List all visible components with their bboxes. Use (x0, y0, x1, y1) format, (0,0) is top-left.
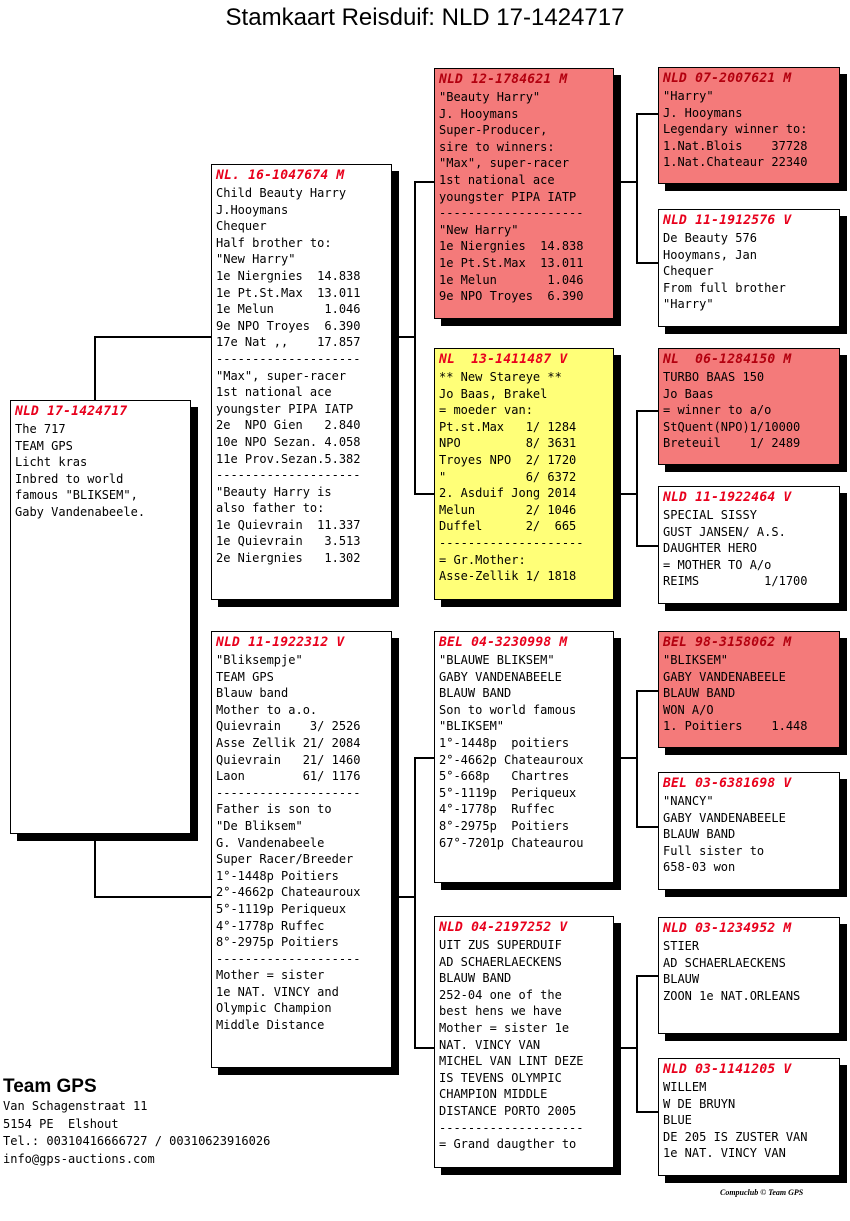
pedigree-line: -------------------- (216, 951, 361, 966)
connector-sire-parents (392, 336, 415, 338)
pedigree-line: 252-04 one of the (439, 987, 562, 1002)
pedigree-line: J.Hooymans (216, 202, 289, 217)
page-title: Stamkaart Reisduif: NLD 17-1424717 (225, 4, 625, 31)
pedigree-line: Father is son to (216, 802, 332, 817)
pedigree-line: MICHEL VAN LINT DEZE (439, 1054, 584, 1069)
pedigree-line: NPO 8/ 3631 (439, 436, 577, 451)
pedigree-box-dsd (658, 772, 840, 890)
pedigree-line: Mother = sister (216, 968, 325, 983)
pedigree-line: 1.Nat.Blois 37728 (663, 138, 808, 153)
pedigree-line: IS TEVENS OLYMPIC (439, 1070, 562, 1085)
pedigree-line: GABY VANDENABEELE (439, 669, 562, 684)
pedigree-line: 1.Nat.Chateaur 22340 (663, 155, 808, 170)
pedigree-line: 4°-1778p Ruffec (439, 802, 555, 817)
owner-phone: Tel.: 00310416666727 / 00310623916026 (3, 1134, 271, 1148)
pedigree-line: 8°-2975p Poitiers (216, 935, 339, 950)
pedigree-line: "NANCY" (663, 794, 714, 808)
pedigree-line: = MOTHER TO A/o (663, 557, 772, 572)
pedigree-line: BLUE (663, 1113, 692, 1128)
pedigree-box-main (10, 400, 191, 834)
pedigree-line: 2°-4662p Chateauroux (216, 885, 361, 900)
pedigree-line: Middle Distance (216, 1018, 325, 1033)
pedigree-line: 1st national ace (439, 172, 555, 187)
connector-dd-parents (614, 1047, 637, 1049)
pedigree-line: AD SCHAERLAECKENS (663, 955, 786, 970)
pedigree-line: "De Bliksem" (216, 818, 303, 833)
owner-block (3, 1076, 270, 1168)
pedigree-line: 1e Melun 1.046 (216, 302, 361, 317)
connector-sd-sdd (636, 545, 658, 547)
connector-ds-dsd (636, 826, 658, 828)
pedigree-line: 10e NPO Sezan. 4.058 (216, 434, 361, 449)
pedigree-line: BLAUW BAND (663, 686, 736, 701)
pedigree-line: Jo Baas, Brakel (439, 386, 548, 401)
pedigree-line: BLAUW BAND (439, 686, 512, 701)
pedigree-line: "Beauty Harry is (216, 484, 332, 499)
pedigree-box-sire (211, 164, 392, 600)
pedigree-line: Jo Baas (663, 386, 714, 401)
pedigree-line: SPECIAL SISSY (663, 508, 757, 522)
connector-ss-ssd (636, 262, 658, 264)
pedigree-line: youngster PIPA IATP (439, 189, 577, 204)
connector-ss-vertical (636, 113, 638, 263)
pedigree-box-dam (211, 631, 392, 1068)
ring-number: NLD 12-1784621 M (439, 72, 568, 87)
pedigree-line: REIMS 1/1700 (663, 574, 808, 589)
pedigree-box-sire-dam (434, 348, 614, 600)
connector-dd-ddd (636, 1111, 658, 1113)
pedigree-line: CHAMPION MIDDLE (439, 1087, 548, 1102)
pedigree-line: = Gr.Mother: (439, 552, 526, 567)
pedigree-line: -------------------- (439, 1120, 584, 1135)
pedigree-line: Super-Producer, (439, 123, 548, 138)
pedigree-line: Melun 2/ 1046 (439, 502, 577, 517)
pedigree-line: BLAUW BAND (663, 827, 736, 842)
owner-address-line: Van Schagenstraat 11 (3, 1099, 148, 1113)
pedigree-box-sire-sire (434, 68, 614, 319)
owner-address-line: 5154 PE Elshout (3, 1116, 119, 1131)
pedigree-line: The 717 (15, 422, 66, 436)
pedigree-line: Olympic Champion (216, 1001, 332, 1016)
pedigree-line: "Max", super-racer (439, 156, 570, 171)
pedigree-line: 5°-668p Chartres (439, 769, 570, 784)
pedigree-line: "New Harry" (439, 222, 519, 237)
pedigree-line: From full brother (663, 280, 786, 295)
pedigree-line: 1e Quievrain 3.513 (216, 534, 361, 549)
pedigree-box-ddd (658, 1058, 840, 1176)
pedigree-line: WILLEM (663, 1080, 707, 1094)
pedigree-box-sdd (658, 486, 840, 604)
pedigree-box-dam-dam (434, 916, 614, 1168)
pedigree-box-sss (658, 67, 840, 184)
connector-ss-sss (636, 113, 658, 115)
pedigree-line: ** New Stareye ** (439, 370, 562, 384)
ring-number: NLD 03-1141205 V (663, 1062, 792, 1077)
pedigree-line: -------------------- (216, 351, 361, 366)
pedigree-line: Mother = sister 1e (439, 1020, 570, 1035)
ring-number: NLD 11-1922464 V (663, 490, 792, 505)
pedigree-line: 2e NPO Gien 2.840 (216, 418, 361, 433)
pedigree-line: 1e Melun 1.046 (439, 272, 584, 287)
connector-main-dam-h (94, 896, 211, 898)
connector-dam-dd (414, 1047, 434, 1049)
pedigree-line: -------------------- (216, 785, 361, 800)
pedigree-line: Pt.st.Max 1/ 1284 (439, 419, 577, 434)
pedigree-line: 1e Niergnies 14.838 (439, 239, 584, 254)
pedigree-line: UIT ZUS SUPERDUIF (439, 938, 562, 952)
connector-ds-parents (614, 757, 637, 759)
pedigree-line: famous "BLIKSEM", (15, 488, 138, 503)
copyright-text: Compuclub © Team GPS (720, 1188, 804, 1197)
pedigree-line: 11e Prov.Sezan.5.382 (216, 451, 361, 466)
pedigree-line: 1e NAT. VINCY and (216, 984, 339, 999)
pedigree-box-ssd (658, 209, 840, 327)
ring-number: NLD 11-1922312 V (216, 635, 345, 650)
pedigree-line: "BLIKSEM" (439, 719, 505, 734)
pedigree-line: -------------------- (216, 468, 361, 483)
ring-number: NL 06-1284150 M (663, 352, 792, 367)
pedigree-line: DISTANCE PORTO 2005 (439, 1103, 577, 1118)
pedigree-line: "BLAUWE BLIKSEM" (439, 653, 555, 667)
pedigree-line: Quievrain 3/ 2526 (216, 719, 361, 734)
connector-dd-vertical (636, 975, 638, 1112)
pedigree-line: Quievrain 21/ 1460 (216, 752, 361, 767)
ring-number: BEL 98-3158062 M (663, 635, 792, 650)
pedigree-line: 1. Poitiers 1.448 (663, 719, 808, 734)
connector-sd-vertical (636, 410, 638, 546)
pedigree-line: WON A/O (663, 702, 714, 717)
pedigree-line: youngster PIPA IATP (216, 401, 354, 416)
pedigree-line: TEAM GPS (15, 438, 73, 453)
pedigree-line: " 6/ 6372 (439, 469, 577, 484)
ring-number: NLD 11-1912576 V (663, 213, 792, 228)
connector-dam-vertical (414, 757, 416, 1048)
pedigree-line: Mother to a.o. (216, 702, 318, 717)
pedigree-line: Half brother to: (216, 235, 332, 250)
pedigree-line: "Beauty Harry" (439, 90, 541, 104)
pedigree-line: = winner to a/o (663, 403, 772, 418)
pedigree-line: 1e Quievrain 11.337 (216, 517, 361, 532)
ring-number: BEL 04-3230998 M (439, 635, 568, 650)
pedigree-line: Full sister to (663, 843, 765, 858)
ring-number: NL 13-1411487 V (439, 352, 568, 367)
pedigree-line: 9e NPO Troyes 6.390 (216, 318, 361, 333)
pedigree-line: GABY VANDENABEELE (663, 669, 786, 684)
ring-number: NLD 17-1424717 (15, 404, 128, 419)
pedigree-line: Child Beauty Harry (216, 186, 347, 200)
pedigree-line: "Harry" (663, 297, 714, 312)
pedigree-line: Gaby Vandenabeele. (15, 504, 146, 519)
connector-sire-vertical (414, 181, 416, 494)
pedigree-line: DAUGHTER HERO (663, 541, 757, 556)
pedigree-line: 8°-2975p Poitiers (439, 818, 570, 833)
connector-ss-parents (614, 181, 637, 183)
pedigree-line: Asse Zellik 21/ 2084 (216, 735, 361, 750)
owner-email[interactable]: info@gps-auctions.com (3, 1151, 155, 1166)
pedigree-line: 658-03 won (663, 860, 736, 875)
pedigree-line: DE 205 IS ZUSTER VAN (663, 1129, 808, 1144)
pedigree-box-dds (658, 917, 840, 1034)
ring-number: NLD 03-1234952 M (663, 921, 792, 936)
pedigree-line: Asse-Zellik 1/ 1818 (439, 569, 577, 584)
pedigree-line: W DE BRUYN (663, 1096, 736, 1111)
pedigree-line: ZOON 1e NAT.ORLEANS (663, 988, 801, 1003)
pedigree-line: 9e NPO Troyes 6.390 (439, 289, 584, 304)
ring-number: BEL 03-6381698 V (663, 776, 792, 791)
ring-number: NLD 07-2007621 M (663, 71, 792, 86)
pedigree-line: Licht kras (15, 455, 88, 470)
pedigree-line: NAT. VINCY VAN (439, 1037, 541, 1052)
connector-dam-ds (414, 757, 434, 759)
pedigree-line: Laon 61/ 1176 (216, 769, 361, 784)
pedigree-line: Chequer (663, 264, 714, 279)
pedigree-line: 1e Pt.St.Max 13.011 (216, 285, 361, 300)
ring-number: NLD 04-2197252 V (439, 920, 568, 935)
pedigree-line: GABY VANDENABEELE (663, 810, 786, 825)
pedigree-line: Legendary winner to: (663, 122, 808, 137)
pedigree-line: also father to: (216, 501, 325, 516)
pedigree-line: best hens we have (439, 1004, 562, 1019)
pedigree-line: "Max", super-racer (216, 368, 347, 383)
pedigree-line: Troyes NPO 2/ 1720 (439, 452, 577, 467)
pedigree-line: Chequer (216, 219, 267, 234)
pedigree-line: G. Vandenabeele (216, 835, 325, 850)
pedigree-line: TEAM GPS (216, 669, 274, 684)
connector-dd-dds (636, 975, 658, 977)
pedigree-line: -------------------- (439, 535, 584, 550)
pedigree-line: 1e NAT. VINCY VAN (663, 1146, 786, 1161)
connector-ds-vertical (636, 690, 638, 827)
pedigree-line: 5°-1119p Periqueux (216, 901, 347, 916)
pedigree-line: 1°-1448p poitiers (439, 735, 570, 750)
pedigree-line: = Grand daugther to (439, 1137, 577, 1152)
pedigree-line: STIER (663, 939, 700, 953)
connector-dam-parents (392, 896, 415, 898)
pedigree-line: 2e Niergnies 1.302 (216, 551, 361, 566)
pedigree-line: 1st national ace (216, 385, 332, 400)
pedigree-line: De Beauty 576 (663, 231, 757, 245)
pedigree-line: TURBO BAAS 150 (663, 370, 765, 384)
pedigree-line: "New Harry" (216, 252, 296, 267)
ring-number: NL. 16-1047674 M (216, 168, 345, 183)
pedigree-line: 1°-1448p Poitiers (216, 868, 339, 883)
owner-name: Team GPS (3, 1076, 97, 1097)
pedigree-line: 67°-7201p Chateaurou (439, 835, 584, 850)
pedigree-line: 17e Nat ,, 17.857 (216, 335, 361, 350)
pedigree-line: BLAUW BAND (439, 971, 512, 986)
pedigree-line: Super Racer/Breeder (216, 852, 354, 867)
pedigree-line: AD SCHAERLAECKENS (439, 954, 562, 969)
pedigree-box-sds (658, 348, 840, 465)
pedigree-line: Hooymans, Jan (663, 247, 757, 262)
pedigree-line: StQuent(NPO)1/10000 (663, 419, 801, 434)
pedigree-line: J. Hooymans (663, 105, 743, 120)
pedigree-line: 1e Niergnies 14.838 (216, 268, 361, 283)
pedigree-line: sire to winners: (439, 139, 555, 154)
pedigree-line: 1e Pt.St.Max 13.011 (439, 255, 584, 270)
pedigree-line: Breteuil 1/ 2489 (663, 436, 801, 451)
pedigree-line: 2. Asduif Jong 2014 (439, 486, 577, 501)
connector-sire-sd (414, 493, 434, 495)
connector-main-sire (94, 336, 96, 400)
pedigree-line: J. Hooymans (439, 106, 519, 121)
connector-main-sire-h (94, 336, 211, 338)
pedigree-box-dss (658, 631, 840, 748)
connector-sire-ss (414, 181, 434, 183)
connector-sd-sds (636, 410, 658, 412)
pedigree-line: -------------------- (439, 206, 584, 221)
connector-ds-dss (636, 690, 658, 692)
pedigree-line: "Harry" (663, 89, 714, 103)
connector-sd-parents (614, 493, 637, 495)
pedigree-line: BLAUW (663, 972, 700, 987)
pedigree-box-dam-sire (434, 631, 614, 883)
pedigree-line: GUST JANSEN/ A.S. (663, 524, 786, 539)
pedigree-line: "Bliksempje" (216, 653, 303, 667)
pedigree-line: Son to world famous (439, 702, 577, 717)
pedigree-line: 4°-1778p Ruffec (216, 918, 325, 933)
pedigree-line: "BLIKSEM" (663, 653, 729, 667)
pedigree-line: 2°-4662p Chateauroux (439, 752, 584, 767)
pedigree-line: = moeder van: (439, 403, 533, 418)
pedigree-line: Blauw band (216, 686, 289, 701)
pedigree-line: Duffel 2/ 665 (439, 519, 577, 534)
pedigree-line: Inbred to world (15, 471, 124, 486)
pedigree-line: 5°-1119p Periqueux (439, 785, 577, 800)
connector-main-dam (94, 834, 96, 897)
